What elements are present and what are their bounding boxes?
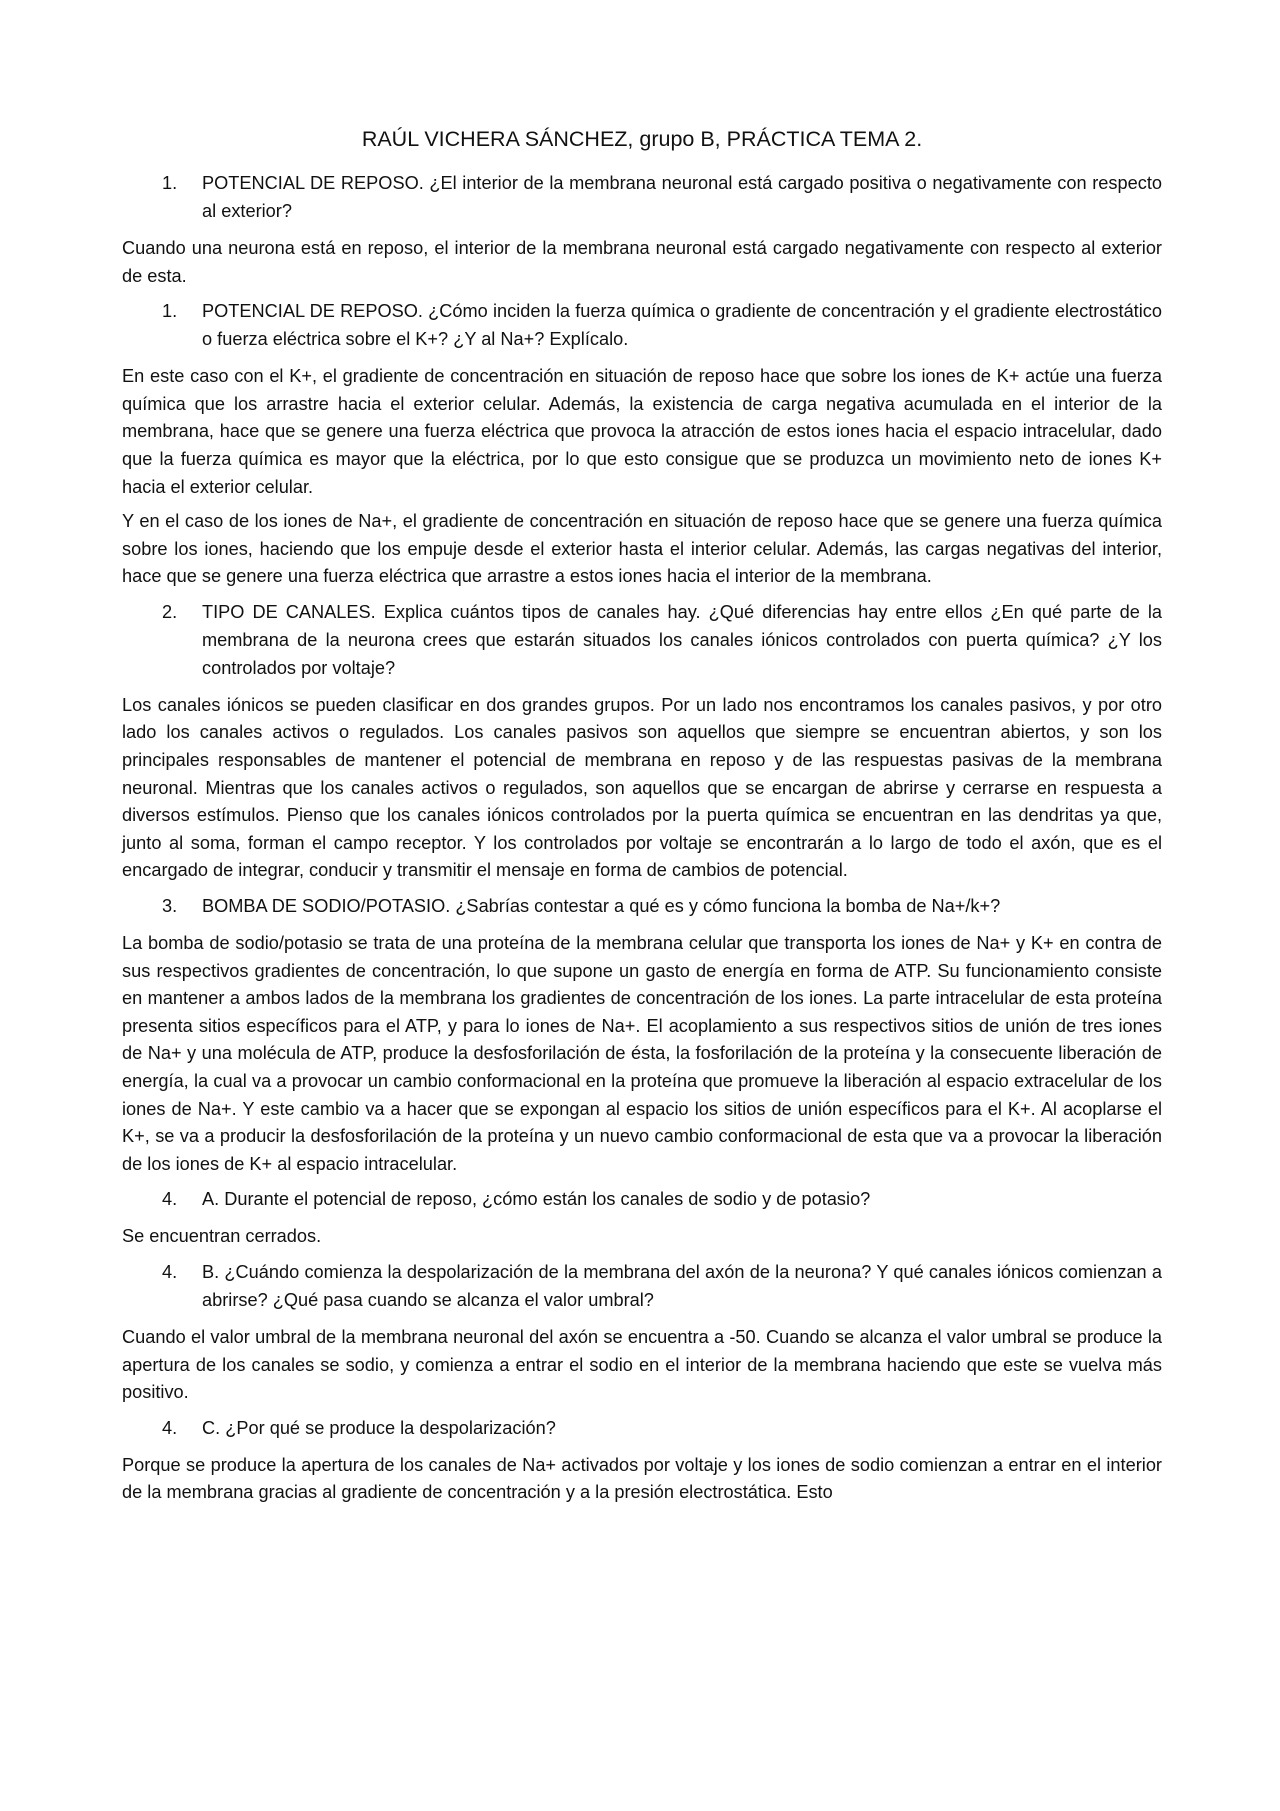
answer-paragraph: Y en el caso de los iones de Na+, el gradiente de concentración en situación de reposo hace que se genere una fuerza química sobre los iones, haciendo que los empuje desde el exterior hasta el interior celular. Además, las cargas negativas del interior, hace que se genere una fuerza eléctrica que arrastre a estos iones hacia el interior de la membrana. [122, 511, 1162, 587]
question-item [122, 598, 1162, 682]
question-item [122, 1414, 1162, 1442]
document-content [122, 126, 1162, 1514]
question-number: 1. [162, 172, 178, 193]
question-text: BOMBA DE SODIO/POTASIO. ¿Sabrías contestar a qué es y cómo funciona la bomba de Na+/k+? [202, 896, 1001, 917]
question-text: A. Durante el potencial de reposo, ¿cómo están los canales de sodio y de potasio? [202, 1189, 871, 1210]
page-title: RAÚL VICHERA SÁNCHEZ, grupo B, PRÁCTICA TEMA 2. [361, 127, 923, 151]
question-item [122, 169, 1162, 225]
question-number: 4. [162, 1189, 178, 1210]
question-item [122, 297, 1162, 353]
question-item [122, 1185, 1162, 1213]
question-number: 4. [162, 1261, 178, 1282]
question-number: 4. [162, 1417, 178, 1438]
answer-paragraph: Porque se produce la apertura de los canales de Na+ activados por voltaje y los iones de sodio comienzan a entrar en el interior de la membrana gracias al gradiente de concentración y a la presión electrostática. Esto [122, 1454, 1162, 1503]
question-number: 1. [162, 301, 178, 322]
question-item [122, 892, 1162, 920]
question-number: 2. [162, 601, 178, 622]
question-item [122, 1258, 1162, 1314]
answer-paragraph: En este caso con el K+, el gradiente de concentración en situación de reposo hace que sobre los iones de K+ actúe una fuerza química que los arrastre hacia el exterior celular. Además, la existencia de carga negativa acumulada en el interior de la membrana, hace que se genere una fuerza eléctrica que provoca la atracción de estos iones hacia el espacio intracelular, dado que la fuerza química es mayor que la eléctrica, por lo que esto consigue que se produzca un movimiento neto de iones K+ hacia el exterior celular. [122, 366, 1162, 497]
answer-paragraph: Cuando el valor umbral de la membrana neuronal del axón se encuentra a -50. Cuando se alcanza el valor umbral se produce la apertura de los canales se sodio, y comienza a entrar el sodio en el interior de la membrana haciendo que este se vuelva más positivo. [122, 1326, 1162, 1403]
question-number: 3. [162, 896, 178, 917]
answer-paragraph: Los canales iónicos se pueden clasificar en dos grandes grupos. Por un lado nos encontramos los canales pasivos, y por otro lado los canales activos o regulados. Los canales pasivos son aquellos que siempre se encuentran abiertos, y son los principales responsables de mantener el potencial de membrana en reposo y de las respuestas pasivas de la membrana neuronal. Mientras que los canales activos o regulados, son aquellos que se encargan de abrirse y cerrarse en respuesta a diversos estímulos. Pienso que los canales iónicos controlados por la puerta química se encuentran en las dendritas ya que, junto al soma, forman el campo receptor. Y los controlados por voltaje se encontrarán a lo largo de todo el axón, que es el encargado de integrar, conducir y transmitir el mensaje en forma de cambios de potencial. [122, 694, 1162, 881]
question-text: POTENCIAL DE REPOSO. ¿El interior de la membrana neuronal está cargado positiva o negativamente con respecto al exterior? [202, 172, 1162, 221]
answer-paragraph: Cuando una neurona está en reposo, el interior de la membrana neuronal está cargado negativamente con respecto al exterior de esta. [122, 237, 1162, 286]
question-text: B. ¿Cuándo comienza la despolarización de la membrana del axón de la neurona? Y qué canales iónicos comienzan a abrirse? ¿Qué pasa cuando se alcanza el valor umbral? [202, 1261, 1162, 1310]
answer-paragraph: La bomba de sodio/potasio se trata de una proteína de la membrana celular que transporta los iones de Na+ y K+ en contra de sus respectivos gradientes de concentración, lo que supone un gasto de energía en forma de ATP. Su funcionamiento consiste en mantener a ambos lados de la membrana los gradientes de concentración de los iones. La parte intracelular de esta proteína presenta sitios específicos para el ATP, y para lo iones de Na+. El acoplamiento a sus respectivos sitios de unión de tres iones de Na+ y una molécula de ATP, produce la desfosforilación de ésta, la fosforilación de la proteína y la consecuente liberación de energía, la cual va a provocar un cambio conformacional en la proteína que promueve la liberación al espacio extracelular de los iones de Na+. Y este cambio va a hacer que se expongan al espacio los sitios de unión específicos para el K+. Al acoplarse el K+, se va a producir la desfosforilación de la proteína y un nuevo cambio conformacional de esta que va a provocar la liberación de los iones de K+ al espacio intracelular. [122, 933, 1162, 1174]
question-text: TIPO DE CANALES. Explica cuántos tipos de canales hay. ¿Qué diferencias hay entre ellos ¿En qué parte de la membrana de la neurona crees que estarán situados los canales iónicos controlados con puerta química? ¿Y los controlados por voltaje? [202, 601, 1162, 678]
answer-paragraph: Se encuentran cerrados. [122, 1226, 322, 1247]
question-text: C. ¿Por qué se produce la despolarización? [202, 1417, 556, 1438]
question-text: POTENCIAL DE REPOSO. ¿Cómo inciden la fuerza química o gradiente de concentración y el gradiente electrostático o fuerza eléctrica sobre el K+? ¿Y al Na+? Explícalo. [202, 301, 1162, 350]
